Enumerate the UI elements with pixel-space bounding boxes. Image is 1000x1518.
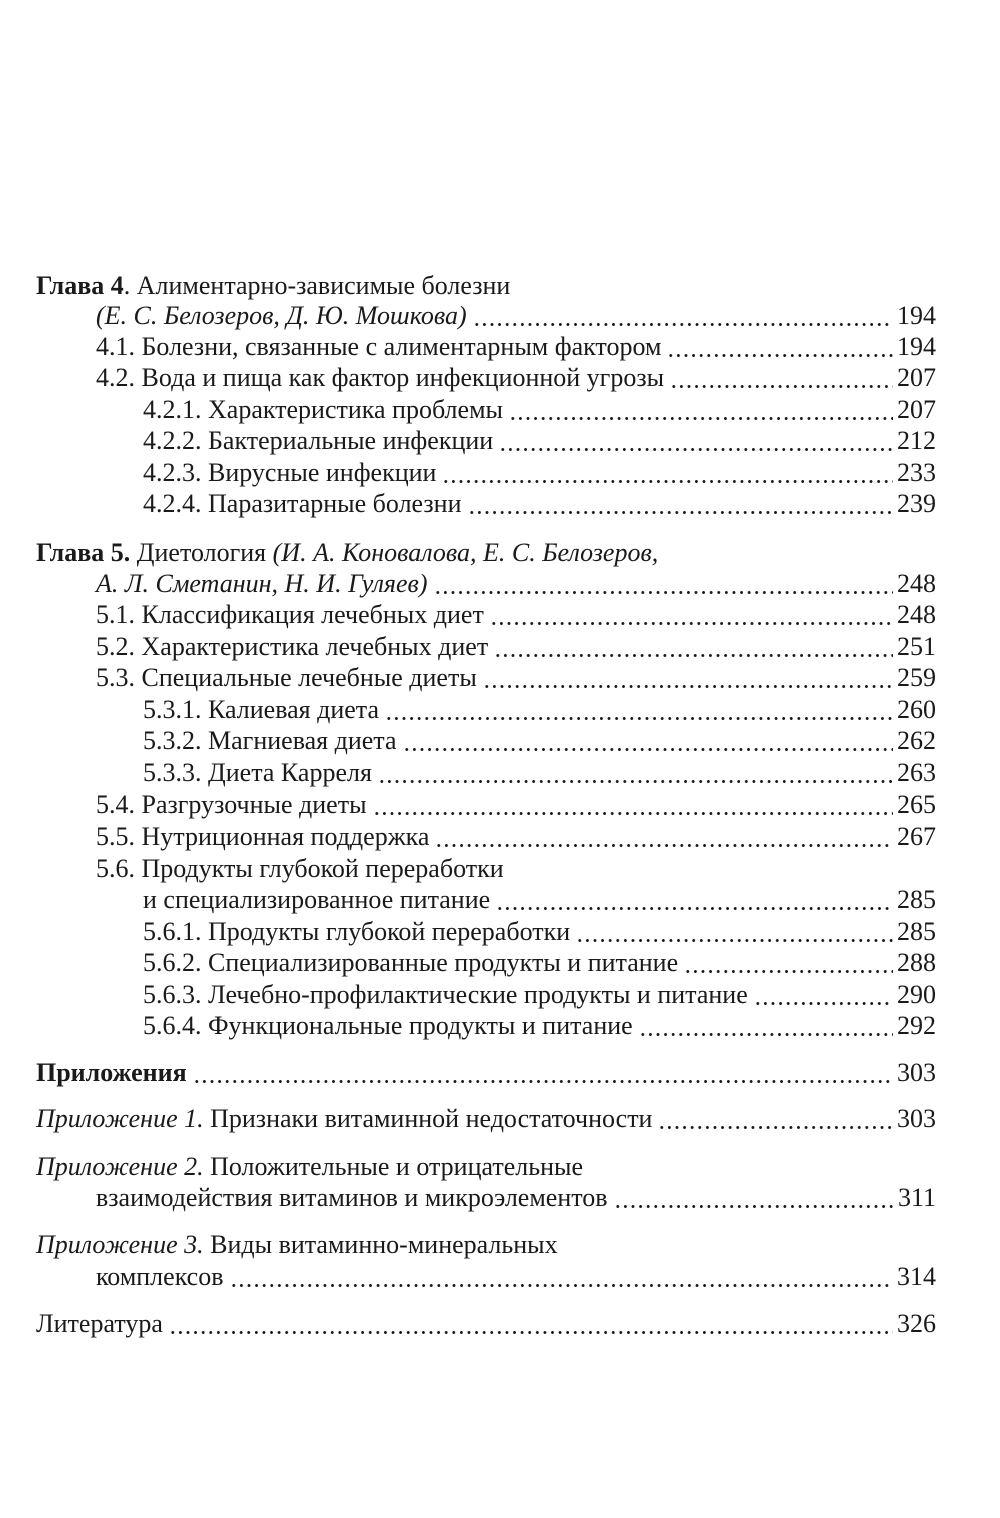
page-number: 262 (897, 726, 936, 755)
toc-entry[interactable] (0, 425, 1000, 456)
dot-leader (658, 1103, 893, 1134)
dot-leader (494, 631, 893, 662)
dot-leader (442, 457, 893, 488)
dot-leader (499, 425, 893, 456)
toc-entry-title: 5.5. Нутриционная поддержка (96, 822, 430, 851)
toc-entry-title (36, 1103, 652, 1134)
toc-entry-title: 4.2. Вода и пища как фактор инфекционной угрозы (96, 363, 665, 392)
toc-entry[interactable] (0, 821, 1000, 852)
page-number: 239 (897, 489, 936, 518)
toc-entry[interactable] (0, 853, 1000, 884)
page-number: 263 (897, 758, 936, 787)
toc-entry[interactable] (0, 1151, 1000, 1182)
dot-leader (614, 1182, 894, 1213)
toc-entry-title: Приложения (36, 1058, 187, 1087)
dot-leader (684, 947, 893, 978)
toc-entry-title: 5.4. Разгрузочные диеты (96, 790, 367, 819)
page-number: 207 (897, 395, 936, 424)
chapter-authors: (И. А. Коновалова, Е. С. Белозеров, (272, 538, 659, 567)
page-number: 303 (897, 1058, 936, 1087)
toc-entry-title: 4.2.2. Бактериальные инфекции (143, 426, 494, 455)
toc-entry-title: 5.2. Характеристика лечебных диет (96, 632, 489, 661)
dot-leader (193, 1057, 893, 1088)
dot-leader (373, 789, 893, 820)
dot-leader (576, 916, 893, 947)
toc-entry[interactable] (0, 488, 1000, 519)
chapter-label: Глава 4 (36, 271, 124, 300)
page-number: 248 (897, 569, 936, 598)
page-number: 314 (897, 1262, 936, 1291)
toc-entry[interactable] (0, 694, 1000, 725)
toc-entry-title: 4.2.3. Вирусные инфекции (143, 458, 437, 487)
page-number: 285 (897, 917, 936, 946)
toc-entry-title (36, 1151, 583, 1182)
toc-entry-title (36, 1229, 558, 1260)
toc-entry[interactable] (0, 568, 1000, 599)
toc-entry-title: 5.6. Продукты глубокой переработки (96, 854, 504, 883)
toc-entry-title: и специализированное питание (143, 885, 491, 914)
toc-entry-title: А. Л. Сметанин, Н. И. Гуляев) (96, 569, 428, 598)
toc-entry-title: 5.3. Специальные лечебные диеты (96, 663, 477, 692)
toc-entry[interactable] (0, 1229, 1000, 1260)
appendix-title: Виды витаминно-минеральных (203, 1230, 558, 1259)
dot-leader (169, 1308, 893, 1339)
page-number: 207 (897, 363, 936, 392)
toc-entry[interactable] (0, 1103, 1000, 1134)
toc-entry-title: 5.3.1. Калиевая диета (143, 695, 380, 724)
appendix-label: Приложение 2. (36, 1152, 204, 1181)
toc-entry[interactable] (0, 1057, 1000, 1088)
page-number: 265 (897, 790, 936, 819)
toc-entry[interactable] (0, 1010, 1000, 1041)
page-number: 326 (897, 1309, 936, 1338)
page-number: 251 (897, 632, 936, 661)
page-number: 288 (897, 948, 936, 977)
page-number: 259 (897, 663, 936, 692)
dot-leader (230, 1261, 893, 1292)
toc-entry-title: 5.1. Классификация лечебных диет (96, 600, 484, 629)
toc-entry-title: 5.3.3. Диета Карреля (143, 758, 372, 787)
dot-leader (435, 821, 893, 852)
toc-entry-title: 4.1. Болезни, связанные с алиментарным фактором (96, 332, 662, 361)
toc-entry-title: взаимодействия витаминов и микроэлементов (96, 1183, 608, 1212)
toc-entry-title: (Е. С. Белозеров, Д. Ю. Мошкова) (96, 301, 467, 330)
toc-entry-title (36, 270, 510, 301)
appendix-label: Приложение 1. (36, 1104, 204, 1133)
toc-entry[interactable] (0, 631, 1000, 662)
page-number: 233 (897, 458, 936, 487)
toc-entry-title: 5.3.2. Магниевая диета (143, 726, 397, 755)
dot-leader (468, 488, 893, 519)
toc-entry[interactable] (0, 362, 1000, 393)
dot-leader (378, 757, 893, 788)
page-number: 260 (897, 695, 936, 724)
toc-entry[interactable] (0, 270, 1000, 301)
page-number: 267 (897, 822, 936, 851)
page-number: 285 (897, 885, 936, 914)
appendix-title: Положительные и отрицательные (203, 1152, 584, 1181)
toc-entry-title: 5.6.4. Функциональные продукты и питание (143, 1011, 633, 1040)
toc-entry[interactable] (0, 457, 1000, 488)
toc-entry-title: 5.6.1. Продукты глубокой переработки (143, 917, 571, 946)
dot-leader (509, 394, 893, 425)
toc-entry[interactable] (0, 300, 1000, 331)
toc-entry[interactable] (0, 1308, 1000, 1339)
toc-entry-title: 5.6.2. Специализированные продукты и питание (143, 948, 679, 977)
toc-entry-title (36, 537, 658, 568)
toc-entry[interactable] (0, 1182, 1000, 1213)
dot-leader (670, 362, 893, 393)
toc-entry[interactable] (0, 599, 1000, 630)
page-number: 194 (897, 332, 936, 361)
dot-leader (496, 884, 893, 915)
toc-entry-title: 4.2.4. Паразитарные болезни (143, 489, 462, 518)
page-number: 303 (897, 1104, 936, 1133)
toc-entry[interactable] (0, 789, 1000, 820)
page-number: 248 (897, 600, 936, 629)
toc-entry[interactable] (0, 916, 1000, 947)
toc-entry[interactable] (0, 537, 1000, 568)
dot-leader (434, 568, 893, 599)
page-number: 311 (897, 1183, 936, 1212)
toc-entry[interactable] (0, 394, 1000, 425)
dot-leader (473, 300, 893, 331)
toc-entry[interactable] (0, 662, 1000, 693)
dot-leader (385, 694, 893, 725)
toc-entry[interactable] (0, 947, 1000, 978)
page-number: 290 (897, 980, 936, 1009)
appendix-title: Признаки витаминной недостаточности (203, 1104, 653, 1133)
dot-leader (667, 331, 893, 362)
chapter-label: Глава 5. (36, 538, 131, 567)
page-number: 212 (897, 426, 936, 455)
dot-leader (483, 662, 893, 693)
toc-entry[interactable] (0, 979, 1000, 1010)
page-number: 292 (897, 1011, 936, 1040)
dot-leader (403, 725, 893, 756)
dot-leader (639, 1010, 893, 1041)
page-number: 194 (897, 301, 936, 330)
toc-entry[interactable] (0, 1261, 1000, 1292)
toc-entry[interactable] (0, 757, 1000, 788)
dot-leader (490, 599, 893, 630)
toc-entry[interactable] (0, 331, 1000, 362)
chapter-title: Диетология (130, 538, 273, 567)
chapter-title: . Алиментарно-зависимые болезни (123, 271, 511, 300)
dot-leader (754, 979, 893, 1010)
toc-entry-title: 5.6.3. Лечебно-профилактические продукты и питание (143, 980, 748, 1009)
appendix-label: Приложение 3. (36, 1230, 204, 1259)
toc-entry[interactable] (0, 884, 1000, 915)
toc-entry[interactable] (0, 725, 1000, 756)
toc-entry-title: комплексов (96, 1262, 224, 1291)
toc-entry-title: 4.2.1. Характеристика проблемы (143, 395, 503, 424)
toc-entry-title: Литература (36, 1309, 163, 1338)
